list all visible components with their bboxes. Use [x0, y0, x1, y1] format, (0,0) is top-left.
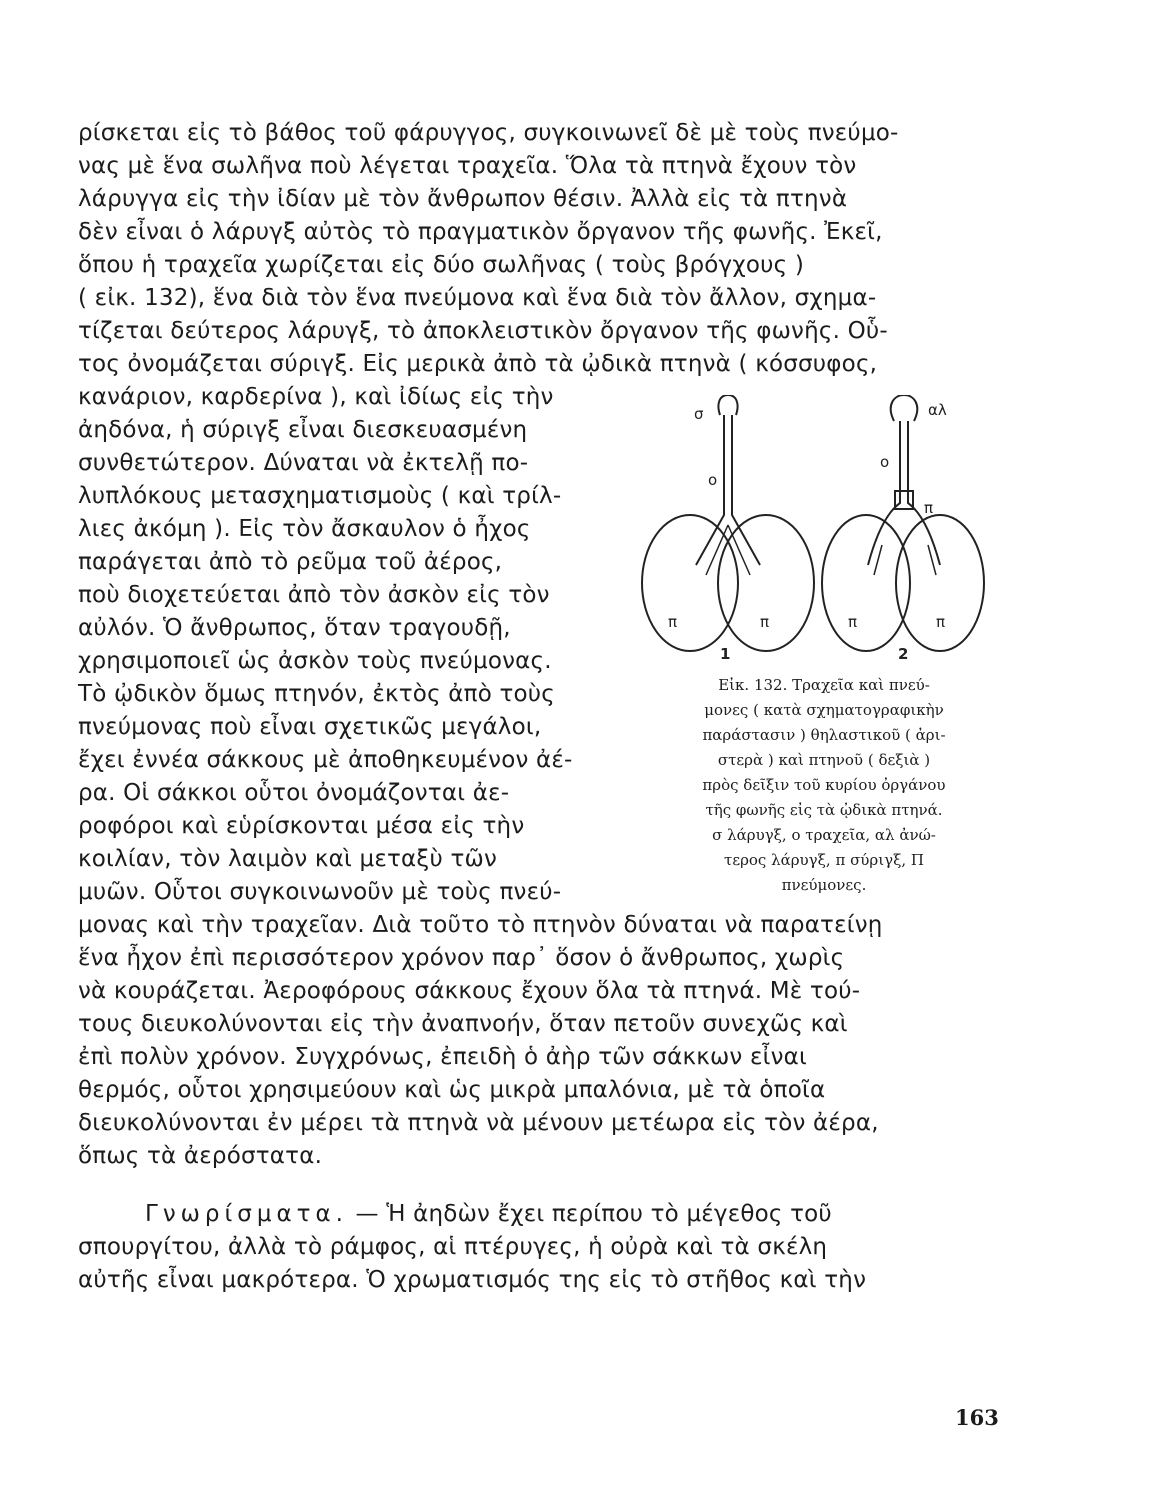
text-line: ( εἰκ. 132), ἕνα διὰ τὸν ἕνα πνεύμονα καὶ ἕνα διὰ τὸν ἄλλον, σχημα- — [78, 285, 877, 311]
label-lung: π — [668, 613, 678, 631]
label-lung: π — [936, 613, 946, 631]
section-heading: Γνωρίσματα. — [145, 1201, 348, 1227]
text-line: μονας καὶ τὴν τραχεῖαν. Διὰ τοῦτο τὸ πτηνὸν δύναται νὰ παρατείνῃ — [78, 912, 883, 938]
text-line: νὰ κουράζεται. Ἀεροφόρους σάκκους ἔχουν ὅλα τὰ πτηνά. Μὲ τού- — [78, 978, 861, 1004]
text-line: ροφόροι καὶ εὑρίσκονται μέσα εἰς τὴν — [78, 813, 525, 839]
text-line: ὅπως τὰ ἀερόστατα. — [78, 1143, 323, 1169]
text-line: συνθετώτερον. Δύναται νὰ ἐκτελῇ πο- — [78, 450, 529, 476]
text-line: αὐτῆς εἶναι μακρότερα. Ὁ χρωματισμός της εἰς τὸ στῆθος καὶ τὴν — [78, 1267, 867, 1293]
figure-caption-line: τερος λάρυγξ, π σύριγξ, Π — [724, 851, 924, 869]
text-line: τος ὀνομάζεται σύριγξ. Εἰς μερικὰ ἀπὸ τὰ ᾠδικὰ πτηνὰ ( κόσσυφος, — [78, 351, 878, 377]
label-larynx: σ — [694, 405, 704, 423]
larynx-mammal — [718, 395, 737, 415]
text-line: τίζεται δεύτερος λάρυγξ, τὸ ἀποκλειστικὸν ὄργανον τῆς φωνῆς. Οὗ- — [78, 318, 888, 344]
figure-caption-line: στερὰ ) καὶ πτηνοῦ ( δεξιὰ ) — [717, 751, 931, 769]
text-line: ρα. Οἱ σάκκοι οὗτοι ὀνομάζονται ἀε- — [78, 780, 510, 806]
figure-trachea-lungs — [636, 395, 996, 665]
figure-caption-line: τῆς φωνῆς εἰς τὰ ᾠδικὰ πτηνά. — [705, 801, 943, 819]
text-line: νας μὲ ἕνα σωλῆνα ποὺ λέγεται τραχεῖα. Ὅλα τὰ πτηνὰ ἔχουν τὸν — [78, 153, 857, 179]
text-line: τους διευκολύνονται εἰς τὴν ἀναπνοήν, ὅταν πετοῦν συνεχῶς καὶ — [78, 1011, 848, 1037]
text-line: ἕνα ἦχον ἐπὶ περισσότερον χρόνον παρ᾽ ὅσον ὁ ἄνθρωπος, χωρὶς — [78, 945, 845, 971]
bird-diagram — [822, 395, 984, 651]
upper-larynx-bird — [891, 395, 918, 421]
page-number: 163 — [955, 1405, 999, 1430]
syrinx-bird — [895, 491, 913, 509]
figure-caption-line: πρὸς δεῖξιν τοῦ κυρίου ὀργάνου — [702, 776, 946, 794]
section-text: — Ἡ ἀηδὼν ἔχει περίπου τὸ μέγεθος τοῦ — [355, 1201, 832, 1227]
text-line: θερμός, οὗτοι χρησιμεύουν καὶ ὡς μικρὰ μπαλόνια, μὲ τὰ ὁποῖα — [78, 1077, 826, 1103]
text-line: αὐλόν. Ὁ ἄνθρωπος, ὅταν τραγουδῇ, — [78, 615, 511, 641]
text-line: λάρυγγα εἰς τὴν ἰδίαν μὲ τὸν ἄνθρωπον θέσιν. Ἀλλὰ εἰς τὰ πτηνὰ — [78, 186, 848, 212]
label-upper-larynx: αλ — [928, 401, 947, 419]
text-line: ἔχει ἐννέα σάκκους μὲ ἀποθηκευμένον ἀέ- — [78, 747, 573, 773]
label-syrinx: π — [924, 499, 934, 517]
text-line: ρίσκεται εἰς τὸ βάθος τοῦ φάρυγγος, συγκοινωνεῖ δὲ μὲ τοὺς πνεύμο- — [78, 120, 899, 146]
text-line: ποὺ διοχετεύεται ἀπὸ τὸν ἀσκὸν εἰς τὸν — [78, 582, 550, 608]
figure-caption-line: παράστασιν ) θηλαστικοῦ ( ἀρι- — [702, 726, 946, 744]
label-figure-1: 1 — [720, 645, 731, 663]
label-lung: π — [760, 613, 770, 631]
text-line: μυῶν. Οὗτοι συγκοινωνοῦν μὲ τοὺς πνεύ- — [78, 879, 562, 905]
text-line: δὲν εἶναι ὁ λάρυγξ αὐτὸς τὸ πραγματικὸν ὄργανον τῆς φωνῆς. Ἐκεῖ, — [78, 219, 883, 245]
label-figure-2: 2 — [898, 645, 909, 663]
text-line: χρησιμοποιεῖ ὡς ἀσκὸν τοὺς πνεύμονας. — [78, 648, 552, 674]
text-line: παράγεται ἀπὸ τὸ ρεῦμα τοῦ ἀέρος, — [78, 549, 503, 575]
figure-caption-line: πνεύμονες. — [781, 876, 867, 894]
text-line: κοιλίαν, τὸν λαιμὸν καὶ μεταξὺ τῶν — [78, 846, 498, 872]
figure-caption-line: σ λάρυγξ, ο τραχεῖα, αλ ἀνώ- — [712, 826, 936, 844]
text-line: κανάριον, καρδερίνα ), καὶ ἰδίως εἰς τὴν — [78, 384, 554, 410]
text-line: ὅπου ἡ τραχεῖα χωρίζεται εἰς δύο σωλῆνας ( τοὺς βρόγχους ) — [78, 252, 805, 278]
text-line: διευκολύνονται ἐν μέρει τὰ πτηνὰ νὰ μένουν μετέωρα εἰς τὸν ἀέρα, — [78, 1110, 879, 1136]
text-line: ἀηδόνα, ἡ σύριγξ εἶναι διεσκευασμένη — [78, 417, 528, 443]
figure-caption-line: μονες ( κατὰ σχηματογραφικὴν — [704, 701, 944, 719]
text-line: Τὸ ᾠδικὸν ὅμως πτηνόν, ἐκτὸς ἀπὸ τοὺς — [78, 681, 556, 707]
label-lung: π — [848, 613, 858, 631]
figure-caption-line: Εἰκ. 132. Τραχεῖα καὶ πνεύ- — [718, 676, 930, 694]
bronchi-mammal — [706, 525, 750, 575]
text-line: λιες ἀκόμη ). Εἰς τὸν ἄσκαυλον ὁ ἦχος — [78, 516, 531, 542]
label-trachea: ο — [880, 453, 890, 471]
label-trachea: ο — [708, 471, 718, 489]
text-line: πνεύμονας ποὺ εἶναι σχετικῶς μεγάλοι, — [78, 714, 542, 740]
text-line: σπουργίτου, ἀλλὰ τὸ ράμφος, αἱ πτέρυγες, ἡ οὐρὰ καὶ τὰ σκέλη — [78, 1234, 828, 1260]
section-first-line — [145, 1198, 832, 1230]
text-line: λυπλόκους μετασχηματισμοὺς ( καὶ τρίλ- — [78, 483, 562, 509]
text-line: ἐπὶ πολὺν χρόνον. Συγχρόνως, ἐπειδὴ ὁ ἀὴρ τῶν σάκκων εἶναι — [78, 1044, 807, 1070]
